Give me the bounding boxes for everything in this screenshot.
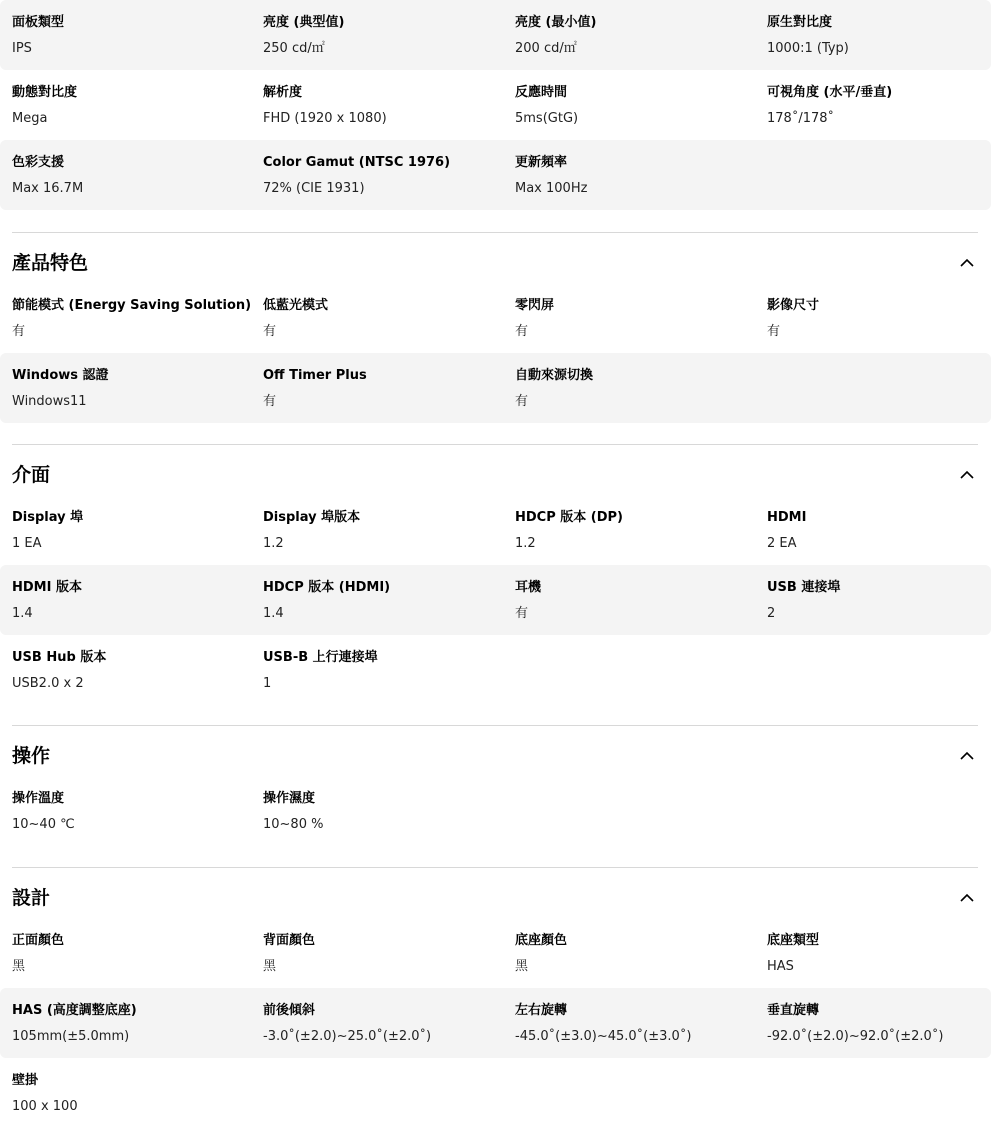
spec-hdmi xyxy=(767,495,1000,565)
spec-tilt xyxy=(263,988,513,1058)
spec-hdcp-hdmi xyxy=(263,565,513,635)
chevron-up-icon[interactable] xyxy=(959,256,975,270)
chevron-up-icon[interactable] xyxy=(959,749,975,763)
section-divider xyxy=(12,232,978,233)
spec-value: 有 xyxy=(515,324,529,339)
spec-row xyxy=(0,776,991,846)
spec-row xyxy=(0,988,991,1058)
spec-value: 有 xyxy=(767,324,781,339)
spec-value: 5ms(GtG) xyxy=(515,111,579,126)
spec-label: 更新頻率 xyxy=(515,155,568,170)
spec-value: 黑 xyxy=(515,959,529,974)
spec-label: 背面顏色 xyxy=(263,933,316,948)
spec-label: Color Gamut (NTSC 1976) xyxy=(263,155,451,170)
spec-value: 178˚/178˚ xyxy=(767,111,835,126)
spec-label: 垂直旋轉 xyxy=(767,1003,820,1018)
spec-value: 250 cd/㎡ xyxy=(263,41,325,56)
spec-label: 左右旋轉 xyxy=(515,1003,568,1018)
spec-value: -45.0˚(±3.0)~45.0˚(±3.0˚) xyxy=(515,1029,692,1044)
spec-wall-mount xyxy=(12,1058,262,1128)
spec-label: 底座顏色 xyxy=(515,933,568,948)
spec-panel-type xyxy=(12,0,262,70)
spec-flicker-free xyxy=(515,283,765,353)
spec-label: 亮度 (最小值) xyxy=(515,15,597,30)
spec-label: 可視角度 (水平/垂直) xyxy=(767,85,893,100)
spec-value: 2 xyxy=(767,606,776,621)
spec-value: USB2.0 x 2 xyxy=(12,676,84,691)
spec-dynamic-contrast xyxy=(12,70,262,140)
section-divider xyxy=(12,444,978,445)
spec-front-color xyxy=(12,918,262,988)
spec-value: 72% (CIE 1931) xyxy=(263,181,365,196)
spec-value: 1 xyxy=(263,676,272,691)
spec-label: 前後傾斜 xyxy=(263,1003,316,1018)
spec-stand-type xyxy=(767,918,1000,988)
spec-label: 自動來源切換 xyxy=(515,368,594,383)
spec-windows-cert xyxy=(12,353,262,423)
spec-value: Max 100Hz xyxy=(515,181,588,196)
spec-value: -3.0˚(±2.0)~25.0˚(±2.0˚) xyxy=(263,1029,432,1044)
section-title: 介面 xyxy=(12,464,51,486)
spec-low-blue-light xyxy=(263,283,513,353)
spec-value: 1 EA xyxy=(12,536,42,551)
spec-headphone xyxy=(515,565,765,635)
section-divider xyxy=(12,725,978,726)
spec-label: 影像尺寸 xyxy=(767,298,820,313)
spec-row xyxy=(0,1058,991,1128)
spec-row xyxy=(0,495,991,565)
spec-usb-hub-version xyxy=(12,635,262,705)
spec-displayport xyxy=(12,495,262,565)
spec-brightness-typical xyxy=(263,0,513,70)
section-divider xyxy=(12,867,978,868)
spec-label: USB Hub 版本 xyxy=(12,650,107,665)
spec-label: 亮度 (典型值) xyxy=(263,15,345,30)
spec-value: 1.4 xyxy=(12,606,33,621)
spec-row xyxy=(0,635,991,705)
spec-hdmi-version xyxy=(12,565,262,635)
spec-label: Off Timer Plus xyxy=(263,368,367,383)
spec-label: HAS (高度調整底座) xyxy=(12,1003,137,1018)
spec-value: 有 xyxy=(515,606,529,621)
spec-label: Display 埠 xyxy=(12,510,84,525)
spec-operating-temperature xyxy=(12,776,262,846)
spec-row xyxy=(0,140,991,210)
spec-refresh-rate xyxy=(515,140,765,210)
spec-label: 操作溫度 xyxy=(12,791,65,806)
spec-image-size xyxy=(767,283,1000,353)
spec-value: -92.0˚(±2.0)~92.0˚(±2.0˚) xyxy=(767,1029,944,1044)
spec-swivel xyxy=(515,988,765,1058)
spec-value: 200 cd/㎡ xyxy=(515,41,577,56)
section-title: 設計 xyxy=(12,887,51,909)
spec-row xyxy=(0,565,991,635)
spec-value: Max 16.7M xyxy=(12,181,84,196)
spec-label: Windows 認證 xyxy=(12,368,109,383)
spec-value: 10~80 % xyxy=(263,817,324,832)
spec-value: HAS xyxy=(767,959,794,974)
spec-label: 正面顏色 xyxy=(12,933,65,948)
spec-resolution xyxy=(263,70,513,140)
spec-label: HDMI xyxy=(767,510,807,525)
spec-label: 零閃屏 xyxy=(515,298,555,313)
spec-label: Display 埠版本 xyxy=(263,510,361,525)
spec-rear-color xyxy=(263,918,513,988)
spec-value: 黑 xyxy=(12,959,26,974)
spec-off-timer-plus xyxy=(263,353,513,423)
spec-row xyxy=(0,283,991,353)
spec-value: 有 xyxy=(12,324,26,339)
spec-viewing-angle xyxy=(767,70,1000,140)
spec-operating-humidity xyxy=(263,776,513,846)
spec-label: 壁掛 xyxy=(12,1073,39,1088)
spec-hdcp-dp xyxy=(515,495,765,565)
spec-row xyxy=(0,918,991,988)
section-header-operation[interactable] xyxy=(0,736,991,776)
spec-value: 2 EA xyxy=(767,536,797,551)
spec-label: 反應時間 xyxy=(515,85,568,100)
spec-native-contrast xyxy=(767,0,1000,70)
spec-stand-color xyxy=(515,918,765,988)
spec-label: 解析度 xyxy=(263,85,303,100)
spec-label: HDCP 版本 (HDMI) xyxy=(263,580,391,595)
spec-usb-b-upstream xyxy=(263,635,513,705)
section-title: 操作 xyxy=(12,745,51,767)
spec-label: 面板類型 xyxy=(12,15,65,30)
spec-color-support xyxy=(12,140,262,210)
spec-pivot xyxy=(767,988,1000,1058)
spec-label: 動態對比度 xyxy=(12,85,78,100)
spec-label: 色彩支援 xyxy=(12,155,65,170)
spec-label: USB-B 上行連接埠 xyxy=(263,650,378,665)
spec-value: Mega xyxy=(12,111,48,126)
spec-displayport-version xyxy=(263,495,513,565)
spec-label: HDCP 版本 (DP) xyxy=(515,510,623,525)
spec-value: 有 xyxy=(263,394,277,409)
section-header-interface[interactable] xyxy=(0,455,991,495)
spec-value: IPS xyxy=(12,41,32,56)
spec-label: 節能模式 (Energy Saving Solution) xyxy=(12,298,252,313)
spec-label: USB 連接埠 xyxy=(767,580,841,595)
spec-value: FHD (1920 x 1080) xyxy=(263,111,387,126)
spec-label: 底座類型 xyxy=(767,933,820,948)
spec-value: 10~40 ℃ xyxy=(12,817,75,832)
spec-label: HDMI 版本 xyxy=(12,580,82,595)
section-header-features[interactable] xyxy=(0,243,991,283)
spec-row xyxy=(0,70,991,140)
chevron-up-icon[interactable] xyxy=(959,891,975,905)
spec-color-gamut xyxy=(263,140,513,210)
spec-label: 低藍光模式 xyxy=(263,298,329,313)
spec-height-adjustable-stand xyxy=(12,988,262,1058)
section-header-design[interactable] xyxy=(0,878,991,918)
spec-value: 1.2 xyxy=(263,536,284,551)
spec-row xyxy=(0,0,991,70)
spec-auto-source-switch xyxy=(515,353,765,423)
spec-value: 1.4 xyxy=(263,606,284,621)
spec-value: 1000:1 (Typ) xyxy=(767,41,849,56)
spec-value: 105mm(±5.0mm) xyxy=(12,1029,130,1044)
spec-row xyxy=(0,353,991,423)
spec-usb-ports xyxy=(767,565,1000,635)
spec-brightness-min xyxy=(515,0,765,70)
spec-label: 耳機 xyxy=(515,580,542,595)
chevron-up-icon[interactable] xyxy=(959,468,975,482)
spec-value: 有 xyxy=(515,394,529,409)
spec-energy-saving xyxy=(12,283,262,353)
spec-value: 有 xyxy=(263,324,277,339)
section-title: 產品特色 xyxy=(12,252,89,274)
spec-value: 100 x 100 xyxy=(12,1099,78,1114)
spec-label: 原生對比度 xyxy=(767,15,833,30)
spec-response-time xyxy=(515,70,765,140)
spec-value: 1.2 xyxy=(515,536,536,551)
spec-value: 黑 xyxy=(263,959,277,974)
spec-value: Windows11 xyxy=(12,394,87,409)
spec-label: 操作濕度 xyxy=(263,791,316,806)
